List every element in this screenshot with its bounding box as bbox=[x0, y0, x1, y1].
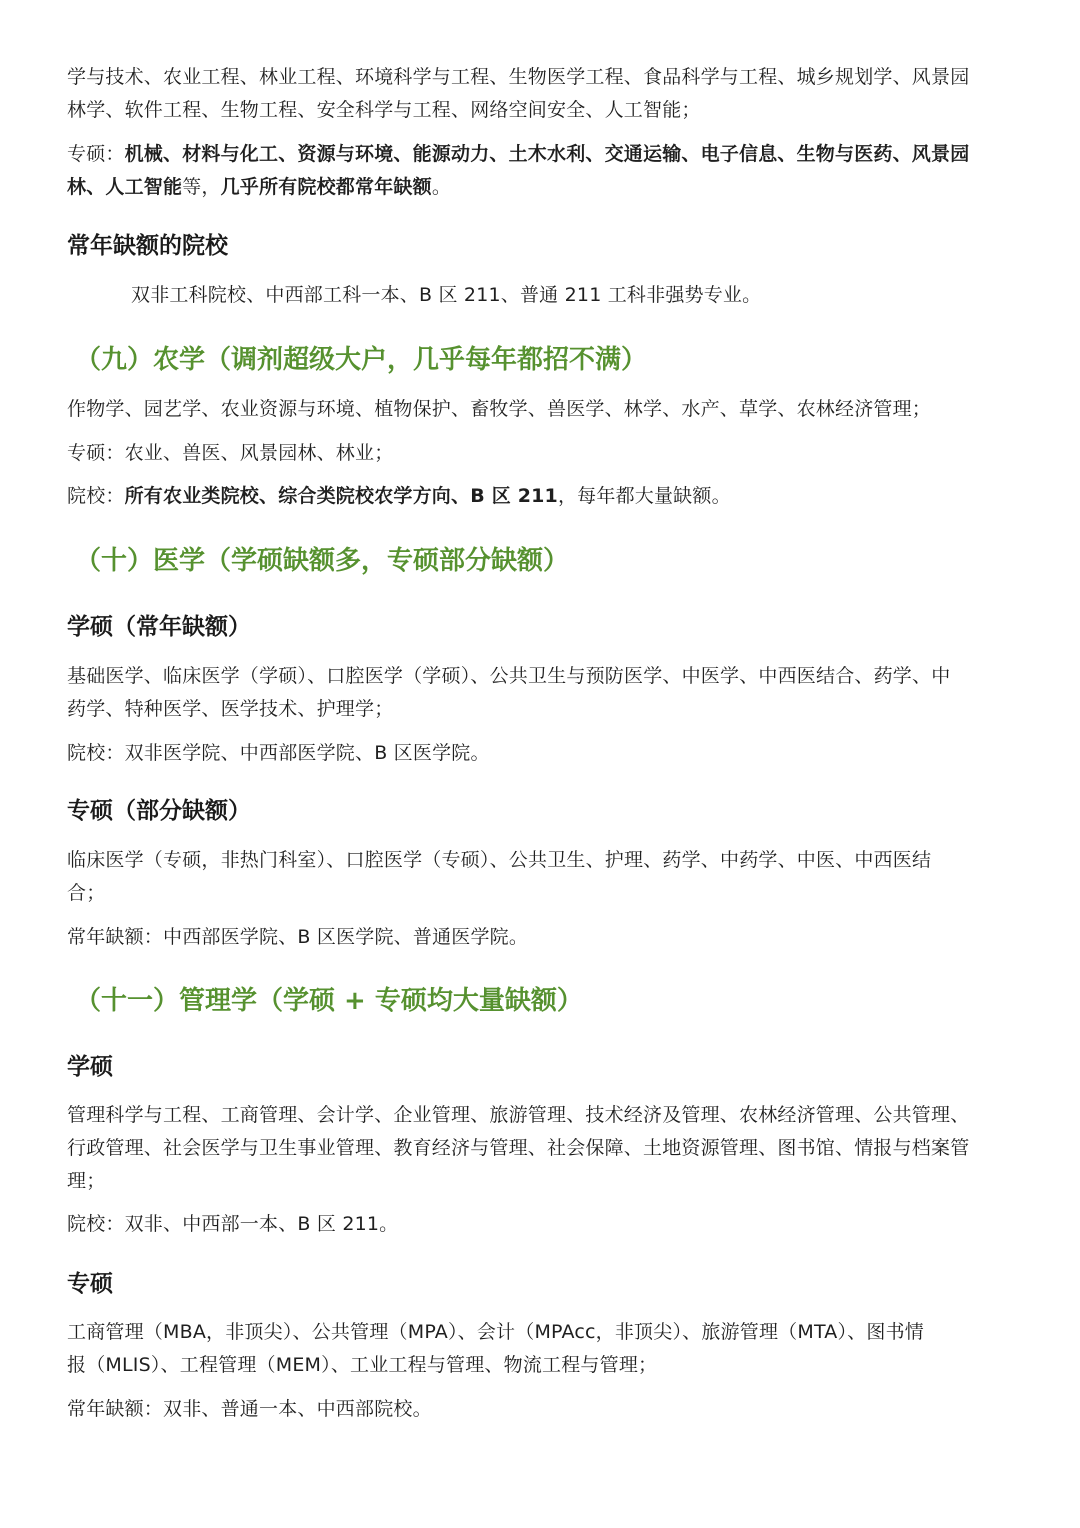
subheading: 常年缺额的院校 bbox=[67, 233, 228, 259]
subheading: 专硕（部分缺额） bbox=[67, 798, 251, 824]
school-paragraph bbox=[67, 480, 731, 513]
school-end: ，每年都大量缺额。 bbox=[557, 485, 731, 507]
major-list: 理； bbox=[67, 1170, 106, 1192]
subheading: 学硕（常年缺额） bbox=[67, 614, 251, 640]
school-list: 常年缺额：双非、普通一本、中西部院校。 bbox=[67, 1398, 432, 1420]
school-list: 院校：双非医学院、中西部医学院、B 区医学院。 bbox=[67, 742, 490, 764]
zhuan-paragraph bbox=[67, 138, 1017, 171]
school-list: 常年缺额：中西部医学院、B 区医学院、普通医学院。 bbox=[67, 926, 529, 948]
major-list: 药学、特种医学、医学技术、护理学； bbox=[67, 698, 394, 720]
major-list: 作物学、园艺学、农业资源与环境、植物保护、畜牧学、兽医学、林学、水产、草学、农林经济管理； bbox=[67, 398, 932, 420]
major-list: 临床医学（专硕，非热门科室）、口腔医学（专硕）、公共卫生、护理、药学、中药学、中医、中西医结 bbox=[67, 849, 932, 871]
zhuan-paragraph-cont bbox=[67, 171, 451, 204]
zhuan-end: 。 bbox=[431, 176, 452, 198]
major-list: 工商管理（MBA，非顶尖）、公共管理（MPA）、会计（MPAcc，非顶尖）、旅游管理（MTA）、图书情 bbox=[67, 1321, 924, 1343]
zhuan-mid: 等， bbox=[182, 176, 221, 198]
intro-line: 学与技术、农业工程、林业工程、环境科学与工程、生物医学工程、食品科学与工程、城乡规划学、风景园 bbox=[67, 66, 970, 88]
subheading: 学硕 bbox=[67, 1054, 113, 1080]
zhuan-bold-note: 几乎所有院校都常年缺额 bbox=[220, 176, 432, 198]
major-list: 专硕：农业、兽医、风景园林、林业； bbox=[67, 442, 394, 464]
major-list: 行政管理、社会医学与卫生事业管理、教育经济与管理、社会保障、土地资源管理、图书馆、情报与档案管 bbox=[67, 1137, 970, 1159]
school-list: 院校：双非、中西部一本、B 区 211。 bbox=[67, 1213, 399, 1235]
school-list: 双非工科院校、中西部工科一本、B 区 211、普通 211 工科非强势专业。 bbox=[131, 284, 762, 306]
school-prefix: 院校： bbox=[67, 485, 125, 507]
section-heading: （十）医学（学硕缺额多，专硕部分缺额） bbox=[75, 546, 570, 576]
major-list: 合； bbox=[67, 882, 106, 904]
major-list: 报（MLIS）、工程管理（MEM）、工业工程与管理、物流工程与管理； bbox=[67, 1354, 658, 1376]
subheading: 专硕 bbox=[67, 1271, 113, 1297]
zhuan-prefix: 专硕： bbox=[67, 143, 125, 165]
major-list: 基础医学、临床医学（学硕）、口腔医学（学硕）、公共卫生与预防医学、中医学、中西医结合、药学、中 bbox=[67, 665, 951, 687]
section-heading: （九）农学（调剂超级大户，几乎每年都招不满） bbox=[75, 345, 648, 375]
major-list: 管理科学与工程、工商管理、会计学、企业管理、旅游管理、技术经济及管理、农林经济管理、公共管理、 bbox=[67, 1104, 970, 1126]
intro-line: 林学、软件工程、生物工程、安全科学与工程、网络空间安全、人工智能； bbox=[67, 99, 701, 121]
zhuan-bold-list: 机械、材料与化工、资源与环境、能源动力、土木水利、交通运输、电子信息、生物与医药、风景园 bbox=[124, 143, 970, 165]
section-heading: （十一）管理学（学硕 + 专硕均大量缺额） bbox=[75, 986, 583, 1016]
zhuan-bold-list: 林、人工智能 bbox=[67, 176, 183, 198]
school-bold: 所有农业类院校、综合类院校农学方向、B 区 211 bbox=[124, 485, 558, 507]
